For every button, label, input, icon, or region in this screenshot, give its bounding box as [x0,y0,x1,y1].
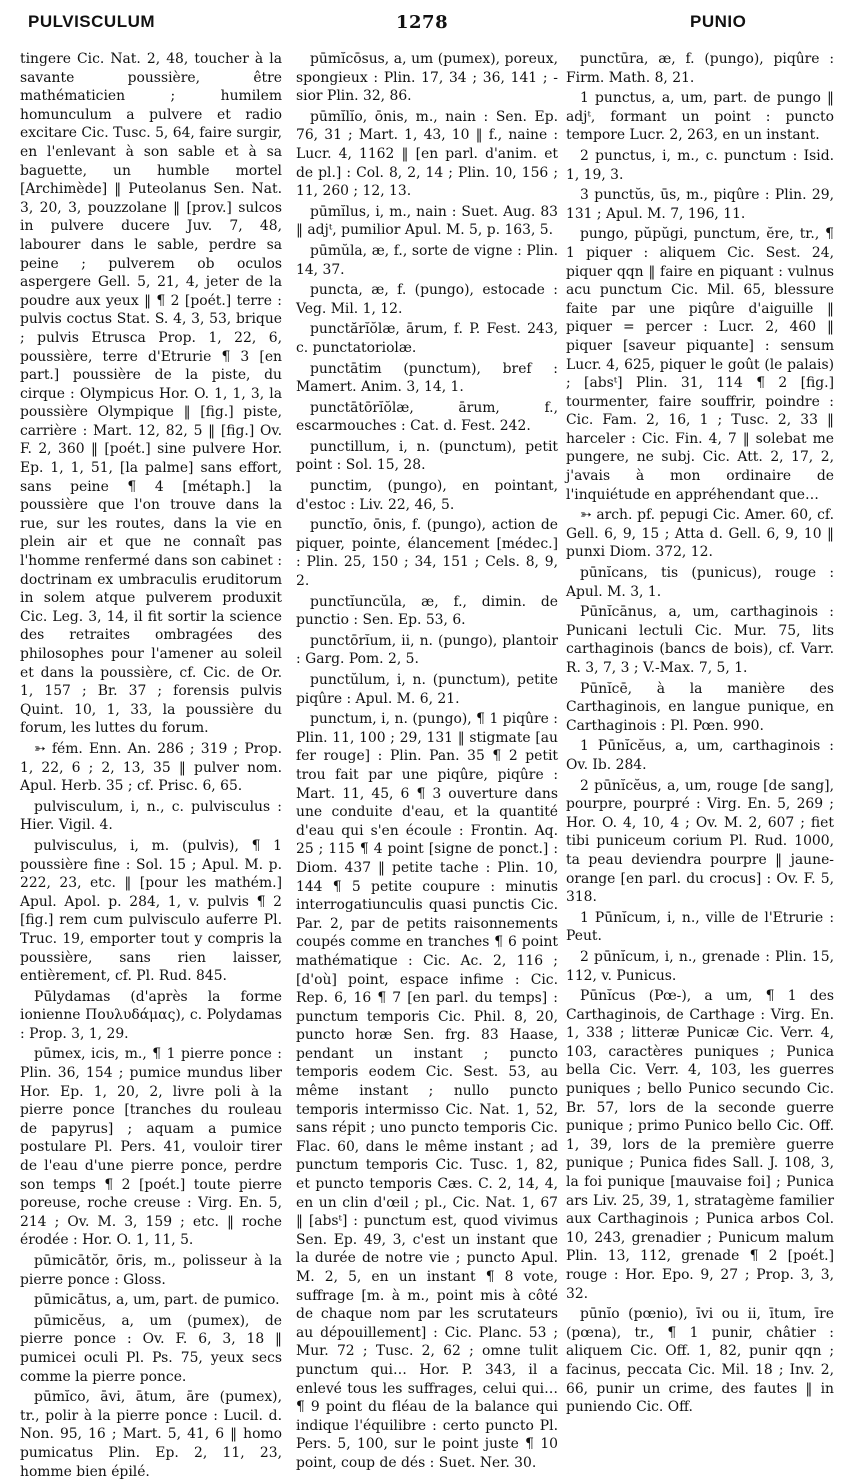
column-3 [566,50,834,1416]
dictionary-entry: punctātōrĭŏlæ, ārum, f., escarmouches : Cat. d. Fest. 242. [296,399,558,435]
dictionary-entry: Pūnĭcānus, a, um, carthaginois : Punicani lectuli Cic. Mur. 75, lits carthaginois (bancs de bois), cf. Varr. R. 3, 7, 3 ; V.-Max. 7, 5, 1. [566,604,834,676]
dictionary-entry: pūmicātus, a, um, part. de pumico. [34,1292,280,1309]
dictionary-entry: pungo, pŭpŭgi, punctum, ĕre, tr., ¶ 1 piquer : aliquem Cic. Sest. 24, piquer qqn ‖ faire en piquant : vulnus acu punctum Cic. Mil. 65, blessure faite par une piqûre d'aiguille ‖ piquer = percer : Lucr. 2, 460 ‖ piquer [saveur piquante] : sensum Lucr. 4, 625, piquer le goût (le palais) ; [absᵗ] Plin. 31, 114 ¶ 2 [fig.] tourmenter, faire souffrir, poindre : Cic. Fam. 2, 16, 1 ; Tusc. 2, 33 ‖ harceler : Cic. Fin. 4, 7 ‖ solebat me pungere, ne subj. Cic. Att. 2, 17, 2, j'avais à mon ordinaire de l'inquiétude en appréhendant que… [566,226,834,503]
dictionary-entry: pulvisculus, i, m. (pulvis), ¶ 1 poussière fine : Sol. 15 ; Apul. M. p. 222, 23, etc. ‖ [pour les mathém.] Apul. Apol. p. 284, 1, v. pulvis ¶ 2 [fig.] rem cum pulvisculo auferre Pl. Truc. 19, emporter tout y compris la poussière, sans rien laisser, entièrement, cf. Pl. Rud. 845. [20,837,282,985]
page-number: 1278 [396,12,449,33]
dictionary-entry: pūmĭcōsus, a, um (pumex), poreux, spongieux : Plin. 17, 34 ; 36, 141 ; -sior Plin. 32, 86. [296,51,558,105]
dictionary-entry: pūnĭo (pœnio), īvi ou ii, ītum, īre (pœna), tr., ¶ 1 punir, châtier : aliquem Cic. Off. 1, 82, punir qqn ; facinus, peccata Cic. Mil. 18 ; Inv. 2, 66, punir un crime, des fautes ‖ in puniendo Cic. Off. [566,1306,834,1416]
dictionary-entry: pūnĭcans, tis (punicus), rouge : Apul. M. 3, 1. [566,565,834,600]
dictionary-entry: pulvisculum, i, n., c. pulvisculus : Hier. Vigil. 4. [20,798,282,834]
dictionary-entry: punctōrĭum, ii, n. (pungo), plantoir : Garg. Pom. 2, 5. [296,632,558,668]
dictionary-entry: pūmŭla, æ, f., sorte de vigne : Plin. 14, 37. [296,242,558,278]
dictionary-entry: punctim, (pungo), en pointant, d'estoc : Liv. 22, 46, 5. [296,478,558,513]
dictionary-entry: 2 punctus, i, m., c. punctum : Isid. 1, 19, 3. [566,147,834,183]
dictionary-entry: punctărĭŏlæ, ārum, f. P. Fest. 243, c. punctatoriolæ. [296,321,558,356]
dictionary-entry: punctĭo, ōnis, f. (pungo), action de piquer, pointe, élancement [médec.] : Plin. 25, 150 ; 34, 151 ; Cels. 8, 9, 2. [296,517,558,590]
dictionary-entry: 3 punctŭs, ūs, m., piqûre : Plin. 29, 131 ; Apul. M. 7, 196, 11. [566,187,834,222]
dictionary-entry: 1 Pūnĭcum, i, n., ville de l'Etrurie : Peut. [566,909,834,945]
left-guide-word: PULVISCULUM [28,12,156,31]
right-guide-word: PUNIO [690,12,747,31]
dictionary-entry: punctŭlum, i, n. (punctum), petite piqûre : Apul. M. 6, 21. [296,672,558,707]
dictionary-entry: pūmĭco, āvi, ātum, āre (pumex), tr., polir à la pierre ponce : Lucil. d. Non. 95, 16 ; Mart. 5, 41, 6 ‖ homo pumicatus Plin. Ep. 2, 11, 23, homme bien épilé. [20,1389,282,1480]
dictionary-entry: pūmĭlus, i, m., nain : Suet. Aug. 83 ‖ adjᵗ, pumilior Apul. M. 5, p. 163, 5. [296,203,558,239]
dictionary-entry: punctillum, i, n. (punctum), petit point : Sol. 15, 28. [296,438,558,474]
dictionary-entry: ➳ arch. pf. pepugi Cic. Amer. 60, cf. Gell. 6, 9, 15 ; Atta d. Gell. 6, 9, 10 ‖ punxi Diom. 372, 12. [566,507,834,561]
dictionary-entry: 2 pūnĭcĕus, a, um, rouge [de sang], pourpre, pourpré : Virg. En. 5, 269 ; Hor. O. 4, 10, 4 ; Ov. M. 2, 607 ; fiet tibi puniceum corium Pl. Rud. 1000, ta peau deviendra pourpre ‖ jaune-orange [en parl. du crocus] : Ov. F. 5, 318. [566,777,834,906]
column-1 [20,50,282,1480]
dictionary-entry: Pūnĭcus (Pœ-), a um, ¶ 1 des Carthaginois, de Carthage : Virg. En. 1, 338 ; litteræ Punicæ Cic. Verr. 4, 103, caractères puniques ; Punica bella Cic. Verr. 4, 103, les guerres puniques ; bello Punico secundo Cic. Br. 57, lors de la seconde guerre punique ; primo Punico bello Cic. Off. 1, 39, lors de la première guerre punique ; Punica fides Sall. J. 108, 3, la foi punique [mauvaise foi] ; Punica ars Liv. 25, 39, 1, stratagème familier aux Carthaginois ; Punica arbos Col. 10, 243, grenadier ; Punicum malum Plin. 13, 112, grenade ¶ 2 [poét.] rouge : Hor. Epo. 9, 27 ; Prop. 3, 3, 32. [566,988,834,1302]
dictionary-entry: tingere Cic. Nat. 2, 48, toucher à la savante poussière, être mathématicien ; humilem homunculum a pulvere et radio excitare Cic. Tusc. 5, 64, faire surgir, en l'enlevant à son sable et à sa baguette, un humble mortel [Archimède] ‖ Puteolanus Sen. Nat. 3, 20, 3, pouzzolane ‖ [prov.] sulcos in pulvere ducere Juv. 7, 48, labourer dans le sable, perdre sa peine ; pulverem ob oculos aspergere Gell. 5, 21, 4, jeter de la poudre aux yeux ‖ ¶ 2 [poét.] terre : pulvis coctus Stat. S. 4, 3, 53, brique ; pulvis Etrusca Prop. 1, 22, 6, poussière, terre d'Etrurie ¶ 3 [en part.] poussière de la piste, du cirque : Olympicus Hor. O. 1, 1, 3, la poussière Olympique ‖ [fig.] piste, carrière : Mart. 12, 82, 5 ‖ [fig.] Ov. F. 2, 360 ‖ [poét.] sine pulvere Hor. Ep. 1, 1, 51, [la palme] sans effort, sans peine ¶ 4 [métaph.] la poussière que l'on trouve dans la rue, sur les routes, dans la vie en plein air et que ne connaît pas l'homme renfermé dans son cabinet : doctrinam ex umbraculis eruditorum in solem atque pulverem produxit Cic. Leg. 3, 14, il fit sortir la science des retraites ombragées des philosophes pour l'amener au soleil et dans la poussière, cf. Cic. de Or. 1, 157 ; Br. 37 ; forensis pulvis Quint. 10, 1, 33, la poussière du forum, les luttes du forum. [20,51,282,737]
dictionary-entry: punctūra, æ, f. (pungo), piqûre : Firm. Math. 8, 21. [566,51,834,86]
dictionary-entry: Pūlydamas (d'après la forme ionienne Πουλυδάμας), c. Polydamas : Prop. 3, 1, 29. [20,988,282,1042]
column-2 [296,50,558,1471]
dictionary-entry: 1 punctus, a, um, part. de pungo ‖ adjᵗ, formant un point : puncto tempore Lucr. 2, 263, en un instant. [566,90,834,144]
dictionary-entry: puncta, æ, f. (pungo), estocade : Veg. Mil. 1, 12. [296,282,558,317]
dictionary-entry: Pūnĭcē, à la manière des Carthaginois, en langue punique, en Carthaginois : Pl. Pœn. 990. [566,680,834,734]
dictionary-entry: pūmĭlĭo, ōnis, m., nain : Sen. Ep. 76, 31 ; Mart. 1, 43, 10 ‖ f., naine : Lucr. 4, 1162 ‖ [en parl. d'anim. et de pl.] : Col. 8, 2, 14 ; Plin. 10, 156 ; 11, 260 ; 12, 13. [296,108,558,200]
dictionary-entry: 1 Pūnĭcĕus, a, um, carthaginois : Ov. Ib. 284. [566,738,834,773]
dictionary-entry: 2 pūnĭcum, i, n., grenade : Plin. 15, 112, v. Punicus. [566,948,834,984]
dictionary-entry: punctĭuncŭla, æ, f., dimin. de punctio : Sen. Ep. 53, 6. [296,593,558,629]
page-header [0,0,850,42]
dictionary-entry: pūmex, icis, m., ¶ 1 pierre ponce : Plin. 36, 154 ; pumice mundus liber Hor. Ep. 1, 20, 2, livre poli à la pierre ponce [tranches du rouleau de papyrus] ; aquam a pumice postulare Pl. Pers. 41, vouloir tirer de l'eau d'une pierre ponce, perdre son temps ¶ 2 [poét.] toute pierre poreuse, roche creuse : Virg. En. 5, 214 ; Ov. M. 3, 159 ; etc. ‖ roche érodée : Hor. O. 1, 11, 5. [20,1046,282,1249]
dictionary-entry: punctātim (punctum), bref : Mamert. Anim. 3, 14, 1. [296,360,558,396]
dictionary-entry: pūmicĕus, a, um (pumex), de pierre ponce : Ov. F. 6, 3, 18 ‖ pumicei oculi Pl. Ps. 75, yeux secs comme la pierre ponce. [20,1312,282,1385]
dictionary-entry: ➳ fém. Enn. An. 286 ; 319 ; Prop. 1, 22, 6 ; 2, 13, 35 ‖ pulver nom. Apul. Herb. 35 ; cf. Prisc. 6, 65. [20,740,282,795]
dictionary-entry: punctum, i, n. (pungo), ¶ 1 piqûre : Plin. 11, 100 ; 29, 131 ‖ stigmate [au fer rouge] : Plin. Pan. 35 ¶ 2 petit trou fait par une piqûre, piqûre : Mart. 11, 45, 6 ¶ 3 ouverture dans une conduite d'eau, et la quantité d'eau qui s'en écoule : Frontin. Aq. 25 ; 115 ¶ 4 point [signe de ponct.] : Diom. 437 ‖ petite tache : Plin. 10, 144 ¶ 5 petite coupure : minutis interrogatiunculis quasi punctis Cic. Par. 2, par de petits raisonnements coupés comme en tranches ¶ 6 point mathématique : Cic. Ac. 2, 116 ; [d'où] point, espace infime : Cic. Rep. 6, 16 ¶ 7 [en parl. du temps] : punctum temporis Cic. Phil. 8, 20, puncto horæ Sen. frg. 83 Haase, pendant un instant ; puncto temporis eodem Cic. Sest. 53, au même instant ; nullo puncto temporis intermisso Cic. Nat. 1, 52, sans répit ; uno puncto temporis Cic. Flac. 60, dans le même instant ; ad punctum temporis Cic. Tusc. 1, 82, et puncto temporis Cæs. C. 2, 14, 4, en un clin d'œil ; pl., Cic. Nat. 1, 67 ‖ [absᵗ] : punctum est, quod vivimus Sen. Ep. 49, 3, c'est un instant que la durée de notre vie ; puncto Apul. M. 2, 5, en un instant ¶ 8 vote, suffrage [m. à m., point mis à côté de chaque nom par les scrutateurs au dépouillement] : Cic. Planc. 53 ; Mur. 72 ; Tusc. 2, 62 ; omne tulit punctum qui… Hor. P. 343, il a enlevé tous les suffrages, celui qui… ¶ 9 point du fléau de la balance qui indique l'équilibre : certo puncto Pl. Pers. 5, 100, sur le point juste ¶ 10 point, coup de dés : Suet. Ner. 30. [296,711,558,1471]
dictionary-entry: pūmicātŏr, ōris, m., polisseur à la pierre ponce : Gloss. [20,1253,282,1288]
